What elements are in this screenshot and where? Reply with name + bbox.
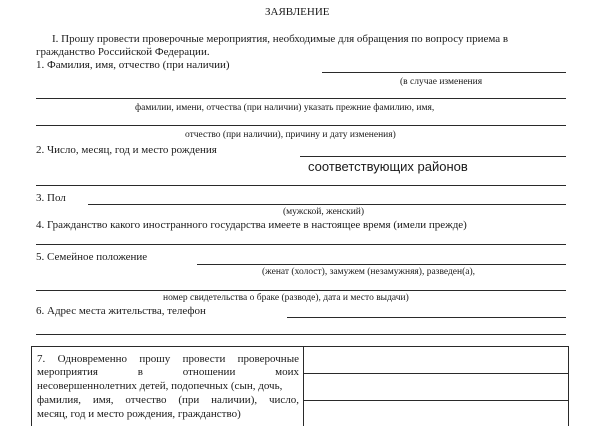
q1-fill-line-3[interactable]: [36, 125, 566, 126]
q3-label: 3. Пол: [36, 192, 66, 204]
intro-line-1: I. Прошу провести проверочные мероприятия, необходимые для обращения по вопросу приема в: [52, 33, 509, 45]
q5-fill-line-2[interactable]: [36, 290, 566, 291]
q1-hint-1: (в случае изменения: [400, 77, 483, 87]
q7-text-line-5: месяц, год и место рождения, гражданство): [37, 408, 241, 420]
q7-word: число,: [268, 394, 299, 406]
q7-word: имя,: [92, 394, 114, 406]
q5-fill-line-1[interactable]: [197, 264, 566, 265]
q7-word: мероприятия: [37, 366, 98, 378]
q5-label: 5. Семейное положение: [36, 251, 148, 263]
q7-word: Одновременно: [57, 353, 128, 365]
q6-fill-line-2[interactable]: [36, 334, 566, 335]
q1-hint-3: отчество (при наличии), причину и дату изменения): [185, 130, 396, 140]
q5-hint-1: (женат (холост), замужем (незамужняя), разведен(а),: [262, 267, 476, 277]
q7-text-line-3: несовершеннолетних детей, подопечных (сын, дочь,: [37, 380, 283, 392]
q1-fill-line-1[interactable]: [322, 72, 566, 73]
q7-text-line-2: [37, 367, 299, 378]
q7-answer-line-2[interactable]: [303, 400, 569, 401]
q2-label: 2. Число, месяц, год и место рождения: [36, 144, 217, 156]
q7-word: моих: [275, 366, 299, 378]
page-title: ЗАЯВЛЕНИЕ: [265, 6, 330, 18]
q7-word: наличии),: [211, 394, 258, 406]
q7-table-divider: [303, 346, 304, 426]
q1-fill-line-2[interactable]: [36, 98, 566, 99]
q1-label: 1. Фамилия, имя, отчество (при наличии): [36, 59, 230, 71]
q6-label: 6. Адрес места жительства, телефон: [36, 305, 206, 317]
q3-fill-line[interactable]: [88, 204, 566, 205]
q4-fill-line[interactable]: [36, 244, 566, 245]
q1-hint-2: фамилии, имени, отчества (при наличии) указать прежние фамилию, имя,: [135, 103, 435, 113]
q5-hint-2: номер свидетельства о браке (разводе), дата и место выдачи): [163, 293, 409, 303]
q7-word: провести: [182, 353, 226, 365]
q7-word: 7.: [37, 353, 46, 365]
q2-fill-line-2[interactable]: [36, 185, 566, 186]
q3-hint: (мужской, женский): [283, 207, 365, 217]
q7-answer-line-1[interactable]: [303, 373, 569, 374]
q7-word: отчество: [125, 394, 167, 406]
q7-word: отношении: [182, 366, 236, 378]
q7-word: прошу: [139, 353, 171, 365]
q4-label: 4. Гражданство какого иностранного государства имеете в настоящее время (имели прежде): [36, 219, 467, 231]
intro-line-2: гражданство Российской Федерации.: [36, 46, 210, 58]
q2-note: соответствующих районов: [308, 159, 468, 174]
q7-word: проверочные: [237, 353, 299, 365]
q7-word: в: [137, 366, 143, 378]
q6-fill-line-1[interactable]: [287, 317, 566, 318]
q7-text-line-1: [37, 354, 299, 365]
q7-word: (при: [178, 394, 200, 406]
q2-fill-line-1[interactable]: [300, 156, 566, 157]
q7-text-line-4: [37, 395, 299, 406]
q7-word: фамилия,: [37, 394, 82, 406]
